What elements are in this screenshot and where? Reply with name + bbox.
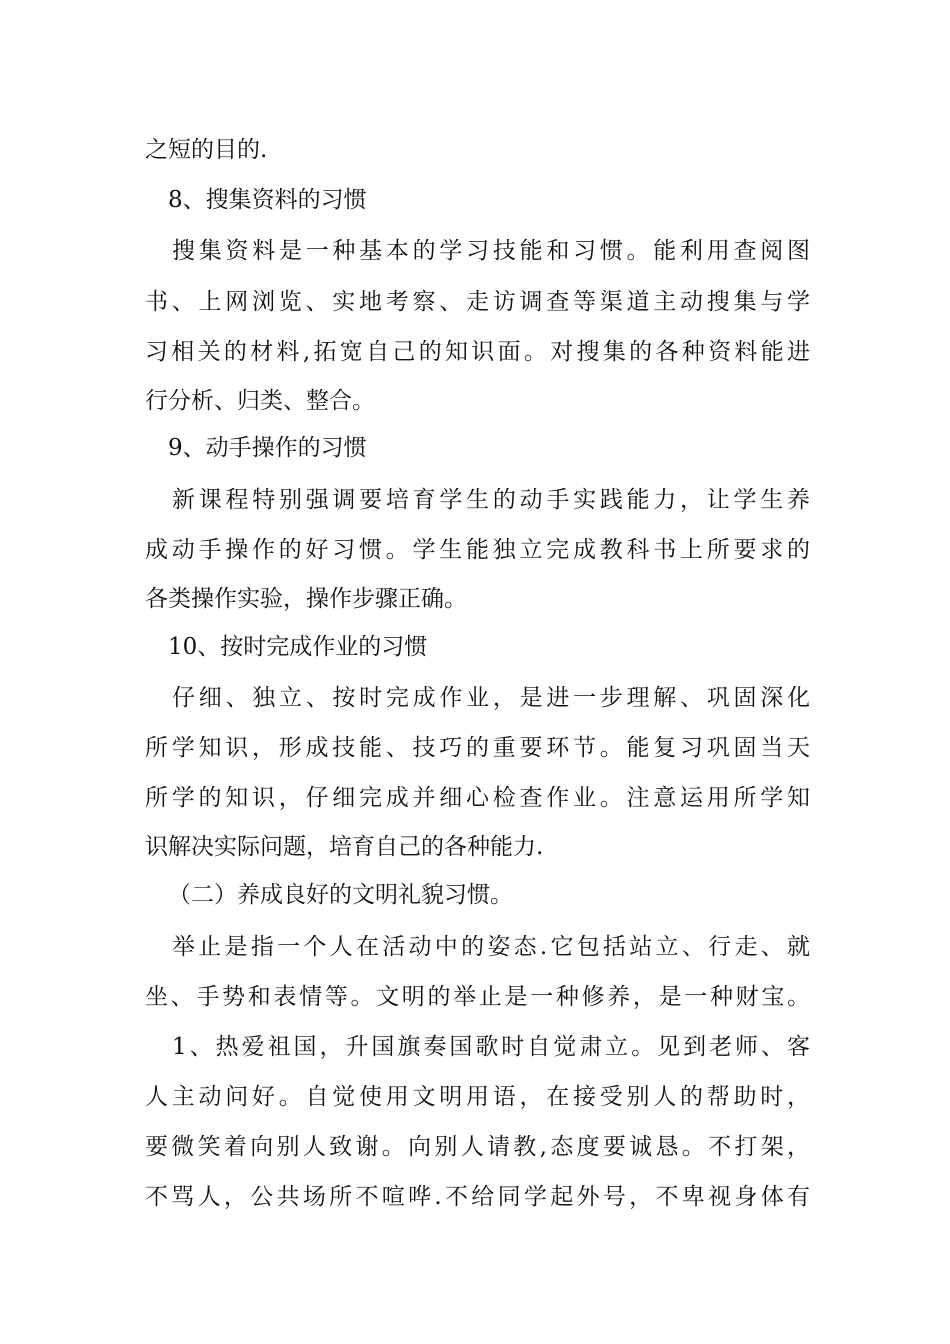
section-heading: 8、搜集资料的习惯 [168,187,367,213]
paragraph-line: 成动手操作的好习惯。学生能独立完成教科书上所要求的 [145,537,810,563]
section-heading: 9、动手操作的习惯 [168,435,367,461]
paragraph-line: 各类操作实验，操作步骤正确。 [145,586,467,612]
paragraph-line: 识解决实际问题，培育自己的各种能力. [145,834,544,860]
paragraph-line: 坐、手势和表情等。文明的举止是一种修养，是一种财宝。 [145,984,810,1010]
paragraph-line: 要微笑着向别人致谢。向别人请教,态度要诚恳。不打架， [145,1134,810,1160]
paragraph-line: 仔细、独立、按时完成作业，是进一步理解、巩固深化 [172,685,810,711]
paragraph-line: 不骂人，公共场所不喧哗.不给同学起外号，不卑视身体有 [145,1184,810,1210]
paragraph-line: 搜集资料是一种基本的学习技能和习惯。能利用查阅图 [172,238,810,264]
paragraph-line: 之短的目的. [145,137,268,163]
paragraph-line: 举止是指一个人在活动中的姿态.它包括站立、行走、就 [172,934,810,960]
section-heading: （二）养成良好的文明礼貌习惯。 [168,882,513,908]
paragraph-line: 习相关的材料,拓宽自己的知识面。对搜集的各种资料能进 [145,339,810,365]
paragraph-line: 书、上网浏览、实地考察、走访调查等渠道主动搜集与学 [145,289,810,315]
paragraph-line: 所学的知识，仔细完成并细心检查作业。注意运用所学知 [145,785,810,811]
section-heading: 10、按时完成作业的习惯 [168,634,428,660]
paragraph-line: 新课程特别强调要培育学生的动手实践能力，让学生养 [172,487,810,513]
paragraph-line: 1、热爱祖国，升国旗奏国歌时自觉肃立。见到老师、客 [172,1034,810,1060]
paragraph-line: 人主动问好。自觉使用文明用语，在接受别人的帮助时， [145,1084,810,1110]
paragraph-line: 行分析、归类、整合。 [145,388,375,414]
paragraph-line: 所学知识，形成技能、技巧的重要环节。能复习巩固当天 [145,735,810,761]
